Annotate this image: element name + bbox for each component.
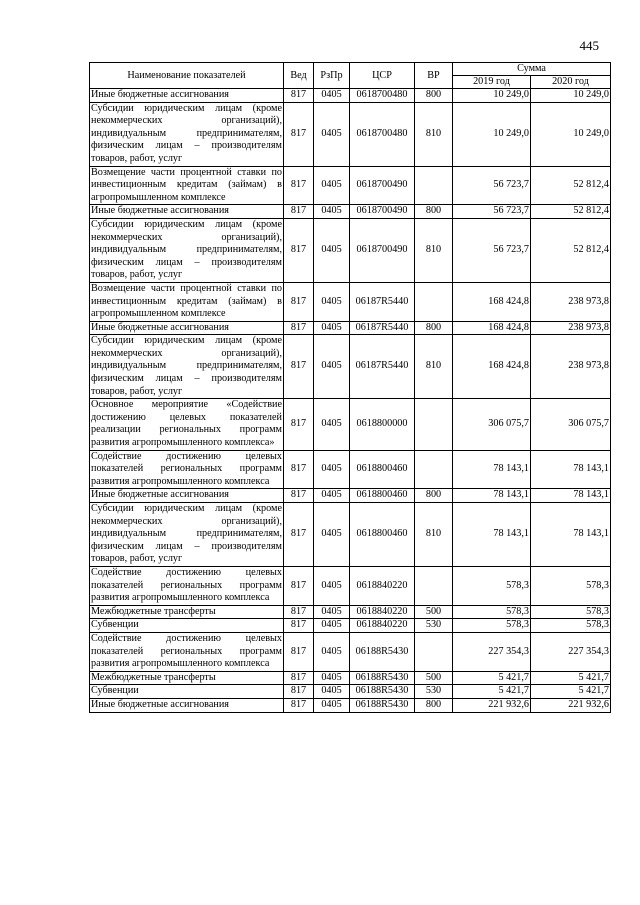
row-2020: 238 973,8 xyxy=(531,282,611,321)
row-2020: 578,3 xyxy=(531,566,611,605)
row-2020: 227 354,3 xyxy=(531,632,611,671)
row-ved: 817 xyxy=(284,335,314,399)
row-name: Субвенции xyxy=(90,685,284,699)
row-2020: 238 973,8 xyxy=(531,321,611,335)
row-2019: 306 075,7 xyxy=(453,399,531,450)
row-2020: 5 421,7 xyxy=(531,671,611,685)
table-row xyxy=(90,166,611,205)
row-csr: 0618840220 xyxy=(350,566,415,605)
row-csr: 0618800000 xyxy=(350,399,415,450)
row-vr: 500 xyxy=(415,605,453,619)
table-row xyxy=(90,450,611,489)
row-csr: 06187R5440 xyxy=(350,335,415,399)
row-vr: 530 xyxy=(415,685,453,699)
row-csr: 06188R5430 xyxy=(350,671,415,685)
row-ved: 817 xyxy=(284,685,314,699)
row-vr xyxy=(415,282,453,321)
row-name: Иные бюджетные ассигнования xyxy=(90,489,284,503)
row-vr: 800 xyxy=(415,698,453,712)
table-row xyxy=(90,399,611,450)
table-row xyxy=(90,698,611,712)
row-2020: 52 812,4 xyxy=(531,218,611,282)
row-2020: 78 143,1 xyxy=(531,489,611,503)
row-csr: 06188R5430 xyxy=(350,685,415,699)
row-name: Иные бюджетные ассигнования xyxy=(90,205,284,219)
row-name: Иные бюджетные ассигнования xyxy=(90,698,284,712)
table-row xyxy=(90,489,611,503)
row-rzpr: 0405 xyxy=(314,698,350,712)
row-csr: 0618800460 xyxy=(350,503,415,567)
row-ved: 817 xyxy=(284,605,314,619)
table-row xyxy=(90,282,611,321)
row-ved: 817 xyxy=(284,619,314,633)
row-ved: 817 xyxy=(284,89,314,103)
row-rzpr: 0405 xyxy=(314,218,350,282)
row-name: Межбюджетные трансферты xyxy=(90,605,284,619)
row-ved: 817 xyxy=(284,566,314,605)
row-csr: 0618700490 xyxy=(350,166,415,205)
table-row xyxy=(90,685,611,699)
row-name: Субсидии юридическим лицам (кроме некоммерческих организаций), индивидуальным предпринимателям, физическим лицам – производителям товаров, работ, услуг xyxy=(90,503,284,567)
row-csr: 0618840220 xyxy=(350,605,415,619)
table-row xyxy=(90,632,611,671)
row-rzpr: 0405 xyxy=(314,619,350,633)
row-rzpr: 0405 xyxy=(314,632,350,671)
table-row xyxy=(90,335,611,399)
row-rzpr: 0405 xyxy=(314,282,350,321)
row-2019: 78 143,1 xyxy=(453,489,531,503)
table-row xyxy=(90,619,611,633)
row-csr: 0618800460 xyxy=(350,450,415,489)
row-2019: 227 354,3 xyxy=(453,632,531,671)
budget-table xyxy=(89,62,611,713)
row-rzpr: 0405 xyxy=(314,89,350,103)
table-row xyxy=(90,89,611,103)
row-2019: 221 932,6 xyxy=(453,698,531,712)
row-2019: 10 249,0 xyxy=(453,89,531,103)
row-2019: 5 421,7 xyxy=(453,685,531,699)
row-csr: 0618700490 xyxy=(350,218,415,282)
row-csr: 06187R5440 xyxy=(350,282,415,321)
table-row xyxy=(90,503,611,567)
row-rzpr: 0405 xyxy=(314,399,350,450)
row-rzpr: 0405 xyxy=(314,671,350,685)
row-name: Содействие достижению целевых показателей региональных программ развития агропромышленного комплекса xyxy=(90,632,284,671)
row-ved: 817 xyxy=(284,218,314,282)
table-row xyxy=(90,671,611,685)
row-rzpr: 0405 xyxy=(314,489,350,503)
row-vr: 800 xyxy=(415,321,453,335)
row-rzpr: 0405 xyxy=(314,503,350,567)
row-name: Возмещение части процентной ставки по инвестиционным кредитам (займам) в агропромышленном комплексе xyxy=(90,166,284,205)
row-2020: 52 812,4 xyxy=(531,205,611,219)
row-2019: 168 424,8 xyxy=(453,282,531,321)
row-2020: 238 973,8 xyxy=(531,335,611,399)
row-2019: 168 424,8 xyxy=(453,335,531,399)
row-2019: 78 143,1 xyxy=(453,503,531,567)
row-rzpr: 0405 xyxy=(314,335,350,399)
row-csr: 0618800460 xyxy=(350,489,415,503)
row-name: Содействие достижению целевых показателей региональных программ развития агропромышленного комплекса xyxy=(90,450,284,489)
row-name: Иные бюджетные ассигнования xyxy=(90,89,284,103)
header-rzpr: РзПр xyxy=(314,63,350,89)
row-rzpr: 0405 xyxy=(314,321,350,335)
row-ved: 817 xyxy=(284,282,314,321)
row-2020: 78 143,1 xyxy=(531,503,611,567)
row-2019: 78 143,1 xyxy=(453,450,531,489)
row-vr xyxy=(415,450,453,489)
row-name: Основное мероприятие «Содействие достижению целевых показателей реализации региональных программ развития агропромышленного комплекса» xyxy=(90,399,284,450)
row-ved: 817 xyxy=(284,450,314,489)
row-2019: 578,3 xyxy=(453,566,531,605)
header-sum: Сумма xyxy=(453,63,611,76)
row-vr: 810 xyxy=(415,102,453,166)
row-ved: 817 xyxy=(284,102,314,166)
table-header xyxy=(90,63,611,89)
row-2019: 578,3 xyxy=(453,619,531,633)
header-csr: ЦСР xyxy=(350,63,415,89)
row-name: Субсидии юридическим лицам (кроме некоммерческих организаций), индивидуальным предпринимателям, физическим лицам – производителям товаров, работ, услуг xyxy=(90,218,284,282)
row-2020: 221 932,6 xyxy=(531,698,611,712)
row-vr: 530 xyxy=(415,619,453,633)
row-2020: 578,3 xyxy=(531,619,611,633)
row-2019: 10 249,0 xyxy=(453,102,531,166)
row-2020: 5 421,7 xyxy=(531,685,611,699)
row-name: Субсидии юридическим лицам (кроме некоммерческих организаций), индивидуальным предпринимателям, физическим лицам – производителям товаров, работ, услуг xyxy=(90,335,284,399)
row-ved: 817 xyxy=(284,399,314,450)
row-csr: 06187R5440 xyxy=(350,321,415,335)
row-rzpr: 0405 xyxy=(314,166,350,205)
table-row xyxy=(90,205,611,219)
row-vr: 800 xyxy=(415,89,453,103)
row-ved: 817 xyxy=(284,489,314,503)
row-ved: 817 xyxy=(284,321,314,335)
table-row xyxy=(90,102,611,166)
row-ved: 817 xyxy=(284,632,314,671)
row-csr: 0618700480 xyxy=(350,102,415,166)
row-vr: 810 xyxy=(415,218,453,282)
row-2020: 578,3 xyxy=(531,605,611,619)
row-name: Возмещение части процентной ставки по инвестиционным кредитам (займам) в агропромышленном комплексе xyxy=(90,282,284,321)
row-csr: 06188R5430 xyxy=(350,698,415,712)
row-csr: 0618840220 xyxy=(350,619,415,633)
row-2019: 56 723,7 xyxy=(453,218,531,282)
row-vr: 810 xyxy=(415,503,453,567)
row-2019: 56 723,7 xyxy=(453,166,531,205)
row-vr xyxy=(415,632,453,671)
row-ved: 817 xyxy=(284,671,314,685)
table-row xyxy=(90,566,611,605)
row-rzpr: 0405 xyxy=(314,450,350,489)
table-row xyxy=(90,218,611,282)
header-ved: Вед xyxy=(284,63,314,89)
row-vr: 800 xyxy=(415,205,453,219)
row-csr: 0618700490 xyxy=(350,205,415,219)
header-name: Наименование показателей xyxy=(90,63,284,89)
row-vr: 810 xyxy=(415,335,453,399)
row-2020: 10 249,0 xyxy=(531,89,611,103)
row-vr xyxy=(415,399,453,450)
row-2019: 578,3 xyxy=(453,605,531,619)
row-name: Субсидии юридическим лицам (кроме некоммерческих организаций), индивидуальным предпринимателям, физическим лицам – производителям товаров, работ, услуг xyxy=(90,102,284,166)
header-vr: ВР xyxy=(415,63,453,89)
row-name: Субвенции xyxy=(90,619,284,633)
row-name: Содействие достижению целевых показателей региональных программ развития агропромышленного комплекса xyxy=(90,566,284,605)
row-2019: 5 421,7 xyxy=(453,671,531,685)
row-ved: 817 xyxy=(284,698,314,712)
table-row xyxy=(90,321,611,335)
table-row xyxy=(90,605,611,619)
row-rzpr: 0405 xyxy=(314,566,350,605)
row-vr xyxy=(415,166,453,205)
header-2019: 2019 год xyxy=(453,76,531,89)
row-ved: 817 xyxy=(284,166,314,205)
row-ved: 817 xyxy=(284,205,314,219)
row-2019: 56 723,7 xyxy=(453,205,531,219)
row-vr xyxy=(415,566,453,605)
row-ved: 817 xyxy=(284,503,314,567)
row-2020: 52 812,4 xyxy=(531,166,611,205)
header-2020: 2020 год xyxy=(531,76,611,89)
row-rzpr: 0405 xyxy=(314,102,350,166)
row-2020: 78 143,1 xyxy=(531,450,611,489)
row-csr: 0618700480 xyxy=(350,89,415,103)
page-number: 445 xyxy=(579,38,599,53)
row-2020: 306 075,7 xyxy=(531,399,611,450)
row-rzpr: 0405 xyxy=(314,685,350,699)
row-vr: 800 xyxy=(415,489,453,503)
row-rzpr: 0405 xyxy=(314,605,350,619)
table-body xyxy=(90,89,611,713)
row-name: Иные бюджетные ассигнования xyxy=(90,321,284,335)
row-csr: 06188R5430 xyxy=(350,632,415,671)
row-2020: 10 249,0 xyxy=(531,102,611,166)
row-vr: 500 xyxy=(415,671,453,685)
row-2019: 168 424,8 xyxy=(453,321,531,335)
row-name: Межбюджетные трансферты xyxy=(90,671,284,685)
row-rzpr: 0405 xyxy=(314,205,350,219)
